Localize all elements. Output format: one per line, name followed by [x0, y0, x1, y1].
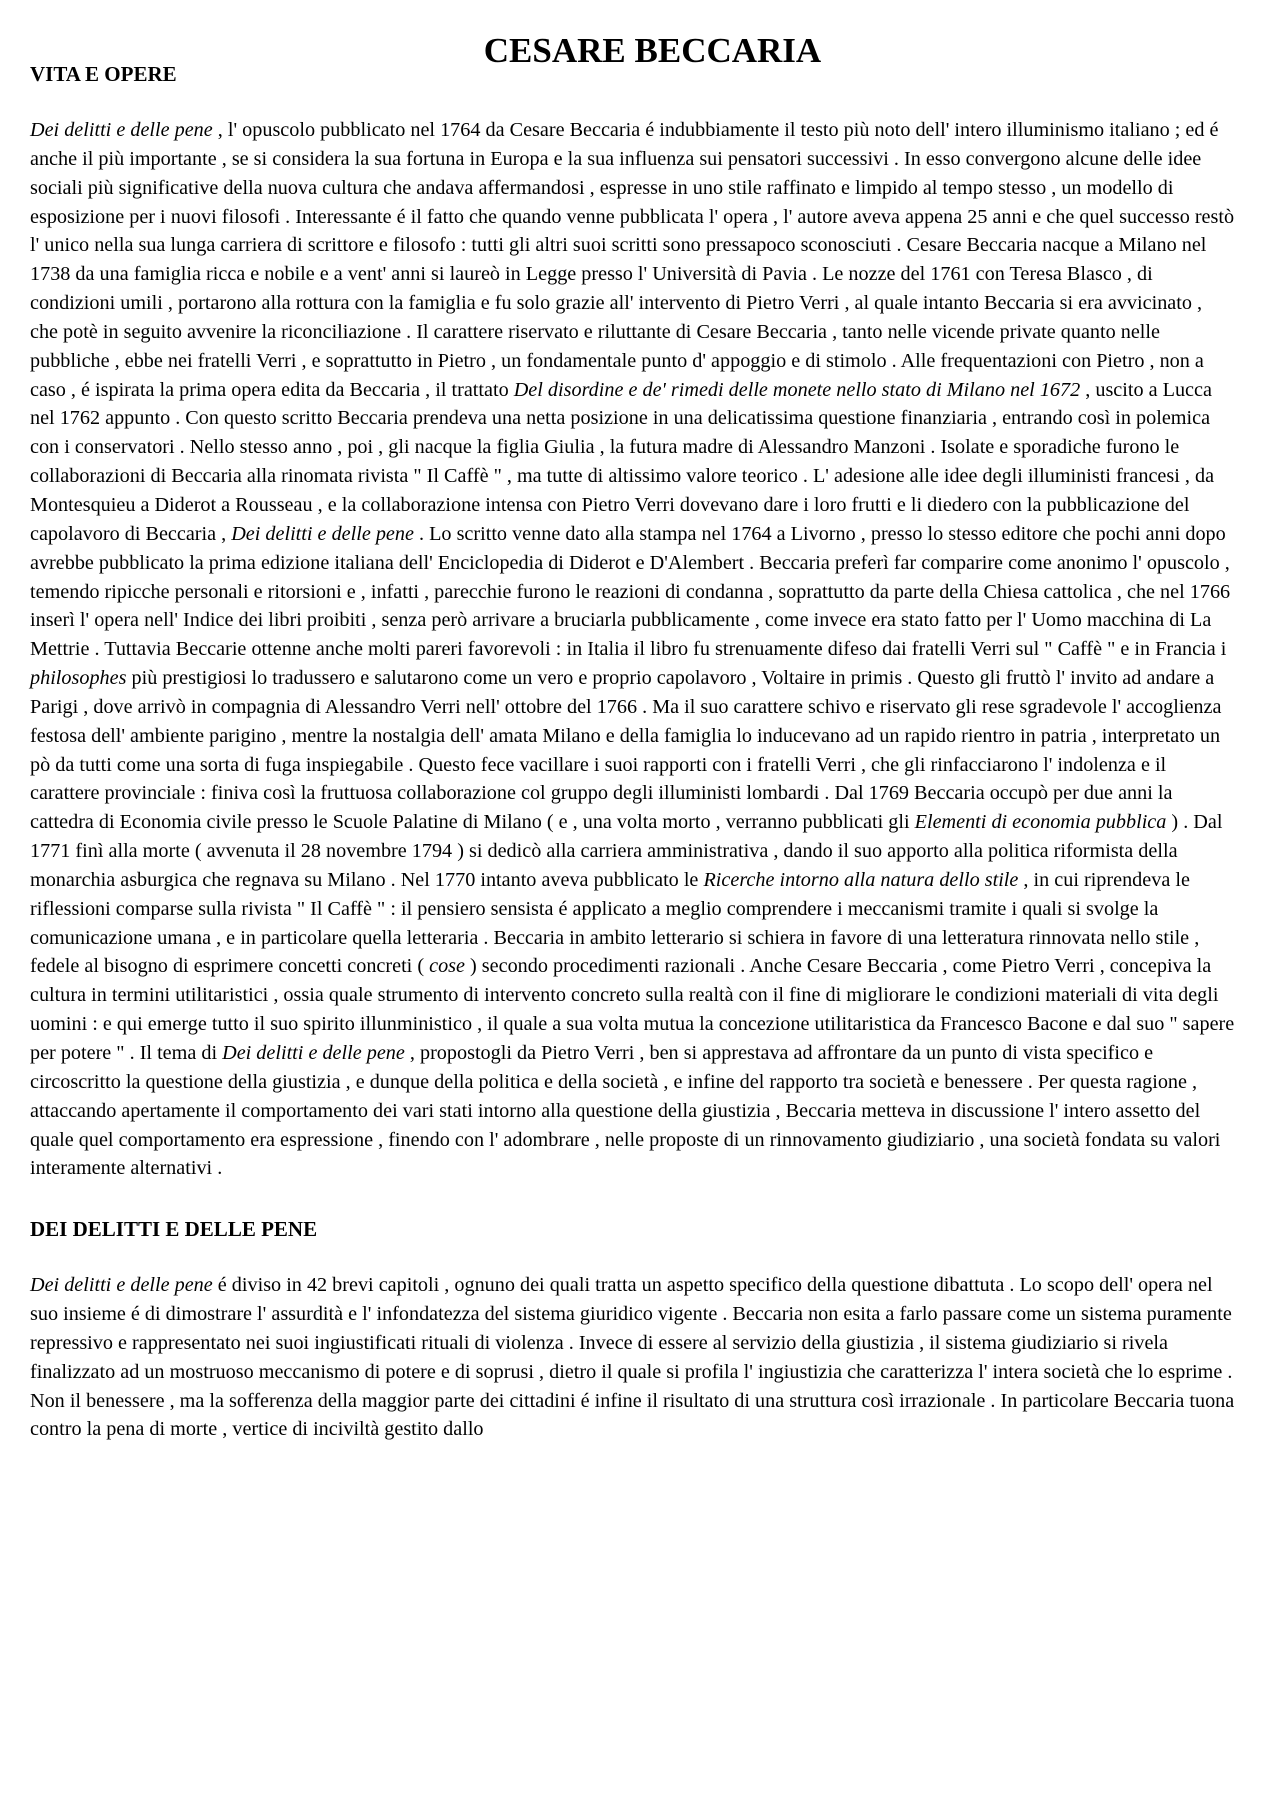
italic-title-run: Del disordine e de' rimedi delle monete nello stato di Milano nel 1672 [513, 378, 1081, 401]
italic-title-run: Elementi di economia pubblica [914, 811, 1167, 834]
italic-title-run: cose [429, 955, 465, 978]
text-run: , in cui riprendeva le riflessioni comparse sulla rivista " Il Caffè " : il pensiero sensista é applicato a meglio comprendere i meccanismi tramite i quali si svolge la comunicazione umana , e in particolare quella letteraria . Beccaria in ambito letterario si schiera in favore di una letteratura rinnovata nello stile , fedele al bisogno di esprimere concetti concreti ( [30, 868, 1200, 978]
italic-title-run: Dei delitti e delle pene [222, 1042, 405, 1064]
text-run: , uscito a Lucca nel 1762 appunto . Con questo scritto Beccaria prendeva una netta posizione in una delicatissima questione finanziaria , entrando così in polemica con i conservatori . Nello stesso anno , poi , gli nacque la figlia Giulia , la futura madre di Alessandro Manzoni . Isolate e sporadiche furono le collaborazioni di Beccaria alla rinomata rivista " Il Caffè " , ma tutte di altissimo valore teorico . L' adesione alle idee degli illuministi francesi , da Montesquieu a Diderot a Rousseau , e la collaborazione intensa con Pietro Verri dovevano dare i loro frutti e li diedero con la pubblicazione del capolavoro di Beccaria , [30, 378, 1215, 545]
section-heading-dei-delitti: DEI DELITTI E DELLE PENE [30, 1217, 318, 1242]
italic-title-run: Dei delitti e delle pene [30, 1274, 213, 1297]
text-run: ) . Dal 1771 finì alla morte ( avvenuta il 28 novembre 1794 ) si dedicò alla carriera amministrativa , dando il suo apporto alla politica riformista della monarchia asburgica che regnava su Milano . Nel 1770 intanto aveva pubblicato le [30, 811, 1223, 891]
text-run: . Lo scritto venne dato alla stampa nel 1764 a Livorno , presso lo stesso editore che pochi anni dopo avrebbe pubblicato la prima edizione italiana dell' Enciclopedia di Diderot e D'Alembert . Beccaria preferì far comparire come anonimo l' opuscolo , temendo ripicche personali e ritorsioni e , infatti , parecchie furono le reazioni di condanna , soprattutto da parte della Chiesa cattolica , che nel 1766 inserì l' opera nell' Indice dei libri proibiti , senza però arrivare a bruciarla pubblicamente , come invece era stato fatto per l' Uomo macchina di La Mettrie . Tuttavia Beccarie ottenne anche molti pareri favorevoli : in Italia il libro fu strenuamente difeso dai fratelli Verri sul " Caffè " e in Francia i [30, 522, 1231, 661]
text-run: più prestigiosi lo tradussero e salutarono come un vero e proprio capolavoro , Voltaire in primis . Questo gli fruttò l' invito ad andare a Parigi , dove arrivò in compagnia di Alessandro Verri nell' ottobre del 1766 . Ma il suo carattere schivo e riservato gli rese sgradevole l' accoglienza festosa dell' ambiente parigino , mentre la nostalgia dell' amata Milano e della famiglia lo inducevano ad un rapido rientro in patria , interpretato un pò da tutti come una sorta di fuga inspiegabile . Questo fece vacillare i suoi rapporti con i fratelli Verri , che gli rinfacciarono l' indolenza e il carattere provinciale : finiva così la fruttuosa collaborazione col gruppo degli illuministi lombardi . Dal 1769 Beccaria occupò per due anni la cattedra di Economia civile presso le Scuole Palatine di Milano ( e , una volta morto , verranno pubblicati gli [30, 667, 1222, 834]
italic-title-run: Ricerche intorno alla natura dello stile [703, 868, 1019, 891]
page-title: CESARE BECCARIA [483, 31, 822, 70]
section-heading-vita-e-opere: VITA E OPERE [30, 62, 177, 86]
text-run: , l' opuscolo pubblicato nel 1764 da Cesare Beccaria é indubbiamente il testo più noto dell' intero illuminismo italiano ; ed é anche il più importante , se si considera la sua fortuna in Europa e la sua influenza sui pensatori successivi . In esso convergono alcune delle idee sociali più significative della nuova cultura che andava affermandosi , espresse in uno stile raffinato e limpido al tempo stesso , un modello di esposizione per i nuovi filosofi . Interessante é il fatto che quando venne pubblicata l' opera , l' autore aveva appena 25 anni e che quel successo restò l' unico nella sua lunga carriera di scrittore e filosofo : tutti gli altri suoi scritti sono pressapoco sconosciuti . Cesare Beccaria nacque a Milano nel 1738 da una famiglia ricca e nobile e a vent' anni si laureò in Legge presso l' Università di Pavia . Le nozze del 1761 con Teresa Blasco , di condizioni umili , portarono alla rottura con la famiglia e fu solo grazie all' intervento di Pietro Verri , al quale intanto Beccaria si era avvicinato , che potè in seguito avvenire la riconciliazione . Il carattere riservato e riluttante di Cesare Beccaria , tanto nelle vicende private quanto nelle pubbliche , ebbe nei fratelli Verri , e soprattutto in Pietro , un fondamentale punto d' appoggio e di stimolo . Alle frequentazioni con Pietro , non a caso , é ispirata la prima opera edita da Beccaria , il trattato [30, 119, 1235, 401]
italic-title-run: philosophes [30, 667, 127, 690]
text-run: é diviso in 42 brevi capitoli , ognuno dei quali tratta un aspetto specifico della questione dibattuta . Lo scopo dell' opera nel suo insieme é di dimostrare l' assurdità e l' infondatezza del sistema giuridico vigente . Beccaria non esita a farlo passare come un sistema puramente repressivo e rappresentato nei suoi ingiustificati rituali di violenza . Invece di essere al servizio della giustizia , il sistema giudiziario si rivela finalizzato ad un mostruoso meccanismo di potere e di soprusi , dietro il quale si profila l' ingiustizia che caratterizza l' intera società che lo esprime . Non il benessere , ma la sofferenza della maggior parte dei cittadini é infine il risultato di una struttura così irrazionale . In particolare Beccaria tuona contro la pena di morte , vertice di inciviltà gestito dallo [30, 1274, 1235, 1441]
text-run: ) secondo procedimenti razionali . Anche Cesare Beccaria , come Pietro Verri , concepiva la cultura in termini utilitaristici , ossia quale strumento di intervento concreto sulla realtà con il fine di migliorare le condizioni materiali di vita degli uomini : e qui emerge tutto il suo spirito illunministico , il quale a sua volta mutua la concezione utilitaristica da Francesco Bacone e dal suo " sapere per potere " . Il tema di [30, 955, 1235, 1064]
section-paragraph-dei-delitti [30, 1271, 1235, 1444]
italic-title-run: Dei delitti e delle pene [231, 522, 414, 545]
text-run: , propostogli da Pietro Verri , ben si apprestava ad affrontare da un punto di vista specifico e circoscritto la questione della giustizia , e dunque della politica e della società , e infine del rapporto tra società e benessere . Per questa ragione , attaccando apertamente il comportamento dei vari stati intorno alla questione della giustizia , Beccaria metteva in discussione l' intero assetto del quale quel comportamento era espressione , finendo con l' adombrare , nelle proposte di un rinnovamento giudiziario , una società fondata su valori interamente alternativi . [30, 1042, 1221, 1180]
section-paragraph-vita-e-opere [30, 116, 1235, 1183]
italic-title-run: Dei delitti e delle pene [30, 119, 213, 141]
